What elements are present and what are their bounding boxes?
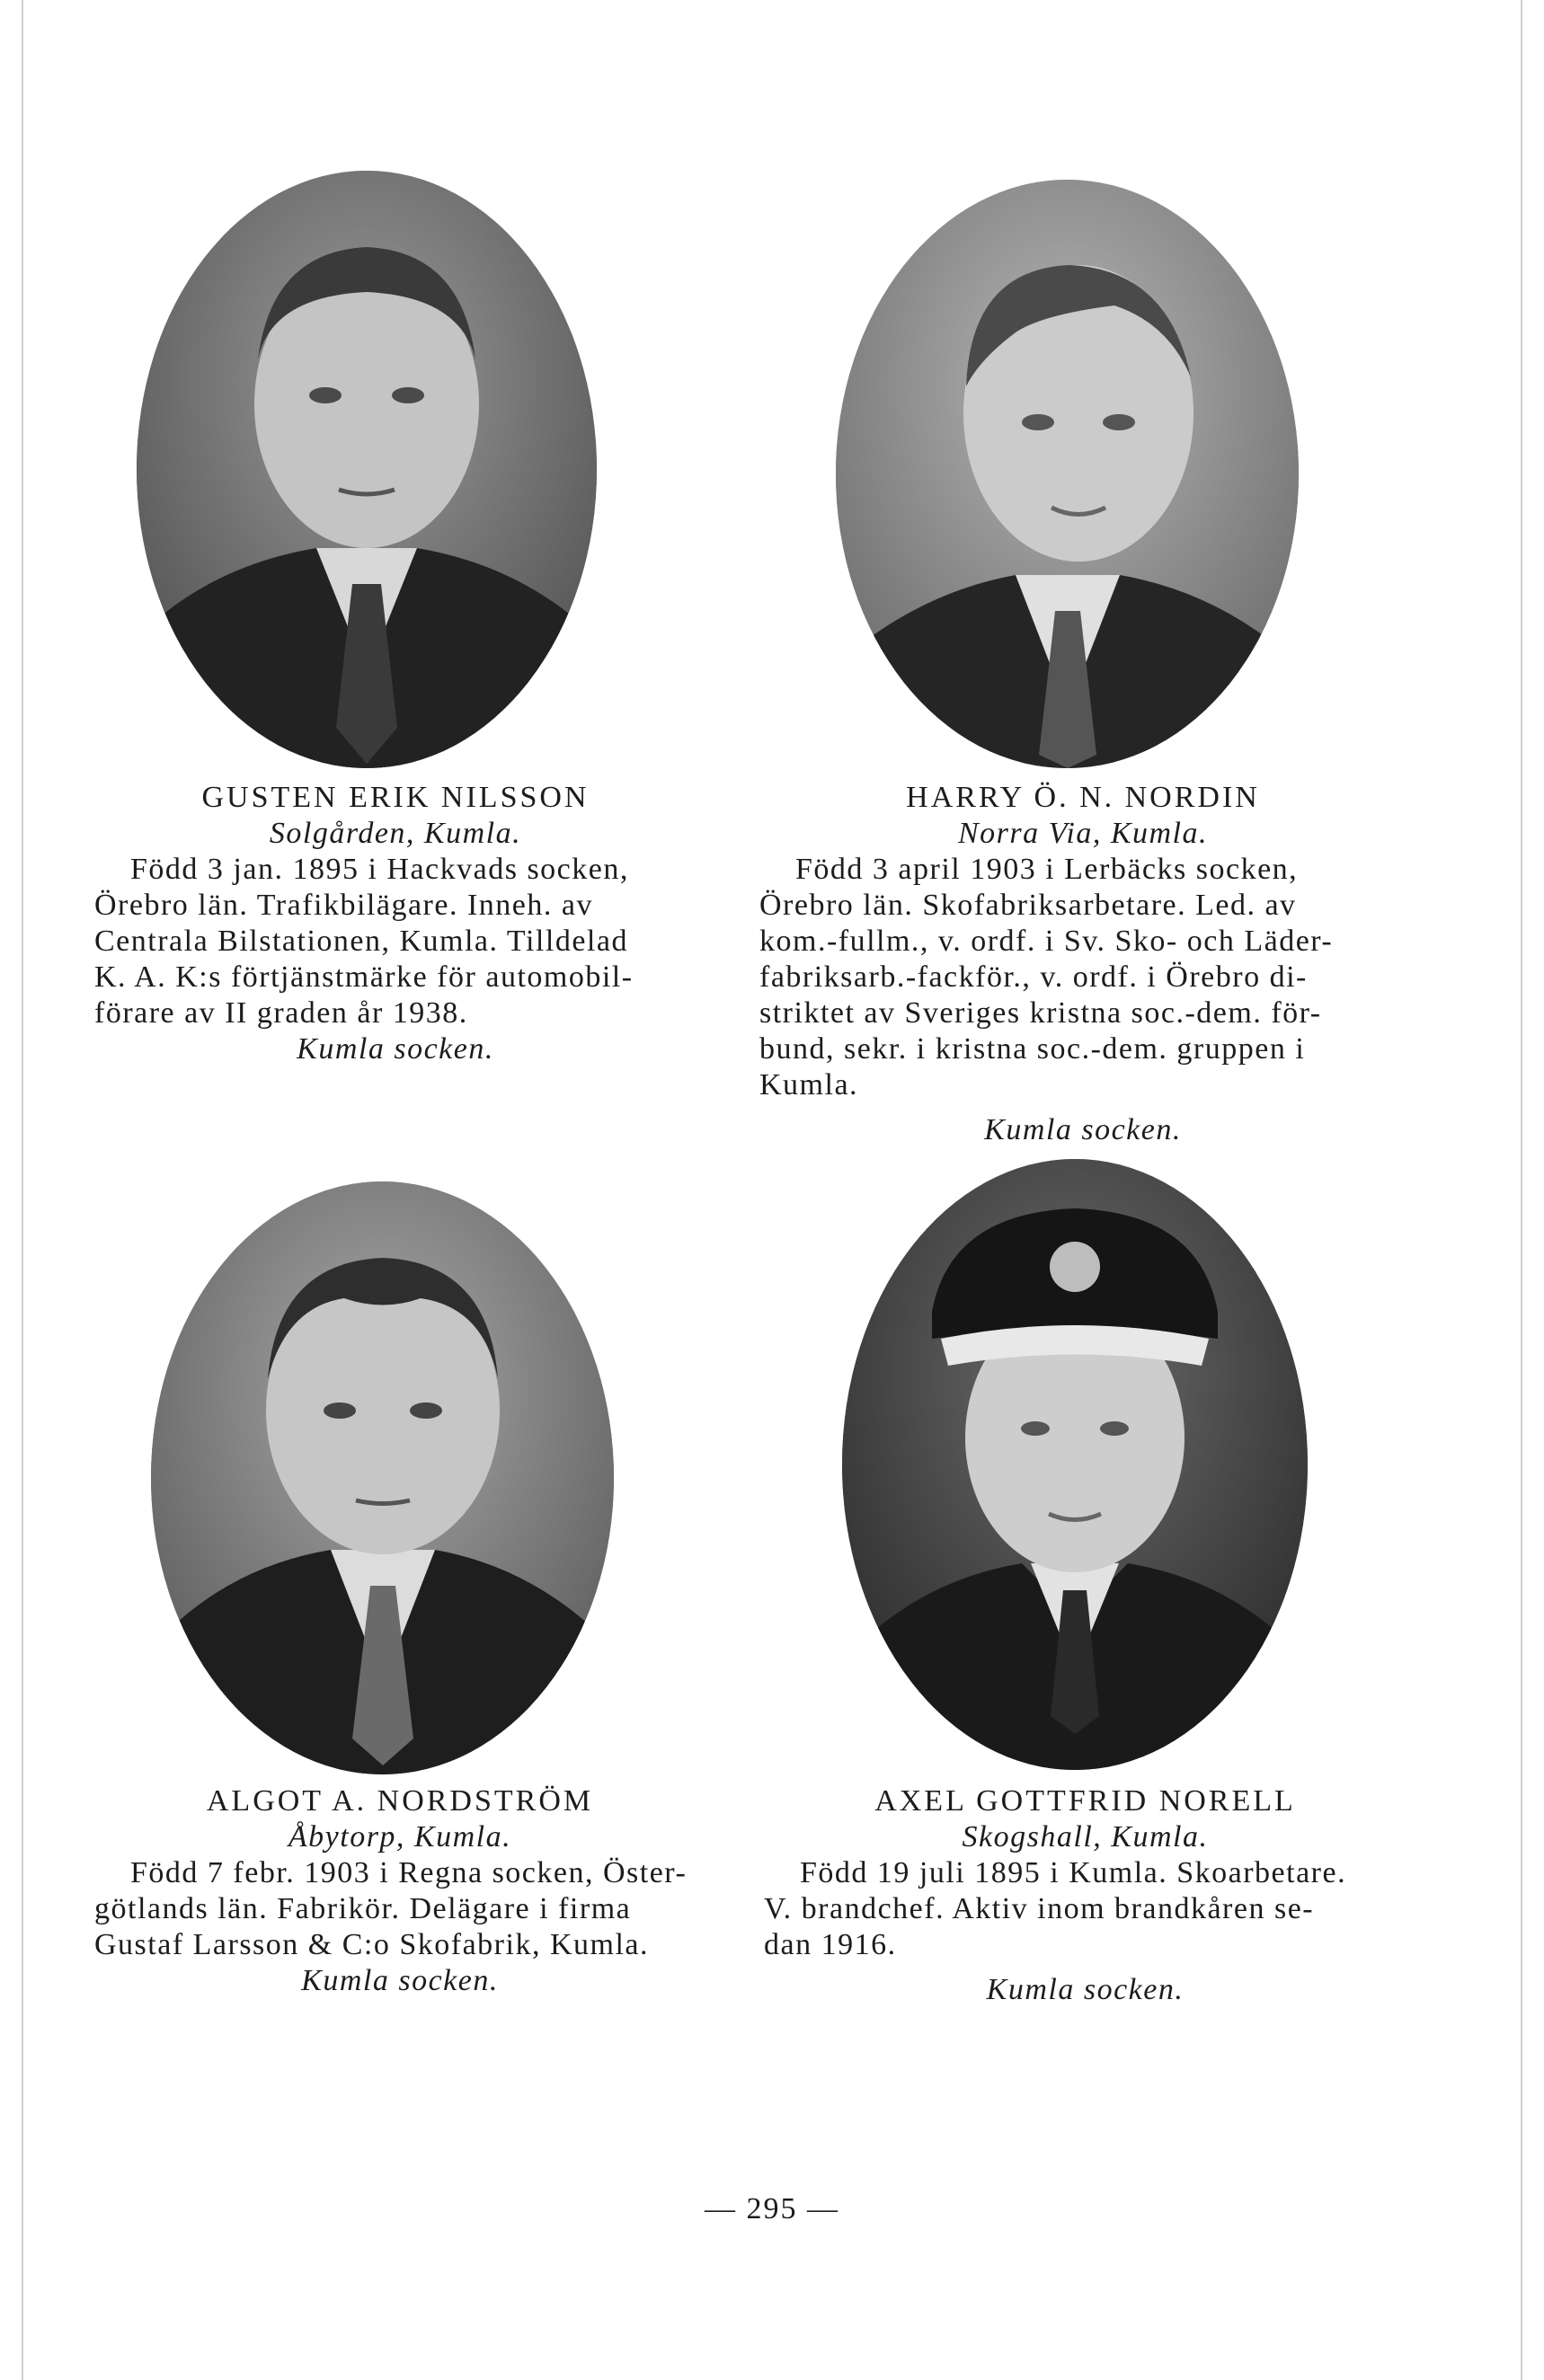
bio-line: bund, sekr. i kristna soc.-dem. gruppen i [759, 1032, 1306, 1066]
bio-line: V. brandchef. Aktiv inom brandkåren se- [764, 1892, 1315, 1925]
entry-parish: Kumla socken. [986, 1973, 1185, 2006]
bio-line: Född 3 jan. 1895 i Hackvads socken, [130, 853, 629, 886]
bio-line: Kumla. [759, 1068, 859, 1102]
portrait-photo-3 [151, 1181, 614, 1774]
bio-line: Född 19 juli 1895 i Kumla. Skoarbetare. [800, 1856, 1347, 1889]
entry-parish: Kumla socken. [297, 1032, 494, 1066]
bio-line: striktet av Sveriges kristna soc.-dem. för- [759, 996, 1322, 1030]
entry-bio [764, 1855, 1406, 1963]
entry-place: Åbytorp, Kumla. [288, 1820, 512, 1854]
bio-line: Örebro län. Skofabriksarbetare. Led. av [759, 889, 1297, 922]
bio-line: Född 7 febr. 1903 i Regna socken, Öster- [130, 1856, 688, 1889]
bio-line: förare av II graden år 1938. [94, 996, 468, 1030]
entry-harry-nordin [759, 780, 1406, 1148]
entry-axel-norell [764, 1783, 1406, 2008]
entry-bio [94, 852, 697, 1031]
entry-parish: Kumla socken. [984, 1113, 1182, 1146]
bio-line: Centrala Bilstationen, Kumla. Tilldelad [94, 925, 628, 958]
entry-gusten-erik-nilsson [94, 780, 697, 1067]
bio-line: kom.-fullm., v. ordf. i Sv. Sko- och Läder- [759, 925, 1334, 958]
entry-name: AXEL GOTTFRID NORELL [874, 1784, 1296, 1818]
entry-parish: Kumla socken. [301, 1964, 499, 1997]
entry-place: Solgården, Kumla. [269, 817, 522, 850]
entry-algot-nordstrom [94, 1783, 705, 1999]
bio-line: Örebro län. Trafikbilägare. Inneh. av [94, 889, 593, 922]
entry-bio [94, 1855, 705, 1963]
portrait-photo-2 [836, 180, 1299, 768]
entry-name: HARRY Ö. N. NORDIN [906, 781, 1260, 814]
entry-bio [759, 852, 1406, 1103]
bio-line: K. A. K:s förtjänstmärke för automobil- [94, 960, 634, 994]
entry-place: Skogshall, Kumla. [962, 1820, 1209, 1854]
page-number: — 295 — [705, 2192, 839, 2225]
bio-line: dan 1916. [764, 1928, 897, 1961]
bio-line: götlands län. Fabrikör. Delägare i firma [94, 1892, 632, 1925]
portrait-photo-1 [137, 171, 597, 768]
portrait-photo-4 [842, 1159, 1308, 1770]
bio-line: fabriksarb.-fackför., v. ordf. i Örebro di- [759, 960, 1308, 994]
entry-name: ALGOT A. NORDSTRÖM [206, 1784, 594, 1818]
bio-line: Gustaf Larsson & C:o Skofabrik, Kumla. [94, 1928, 649, 1961]
bio-line: Född 3 april 1903 i Lerbäcks socken, [795, 853, 1299, 886]
entry-name: GUSTEN ERIK NILSSON [201, 781, 590, 814]
entry-place: Norra Via, Kumla. [957, 817, 1208, 850]
